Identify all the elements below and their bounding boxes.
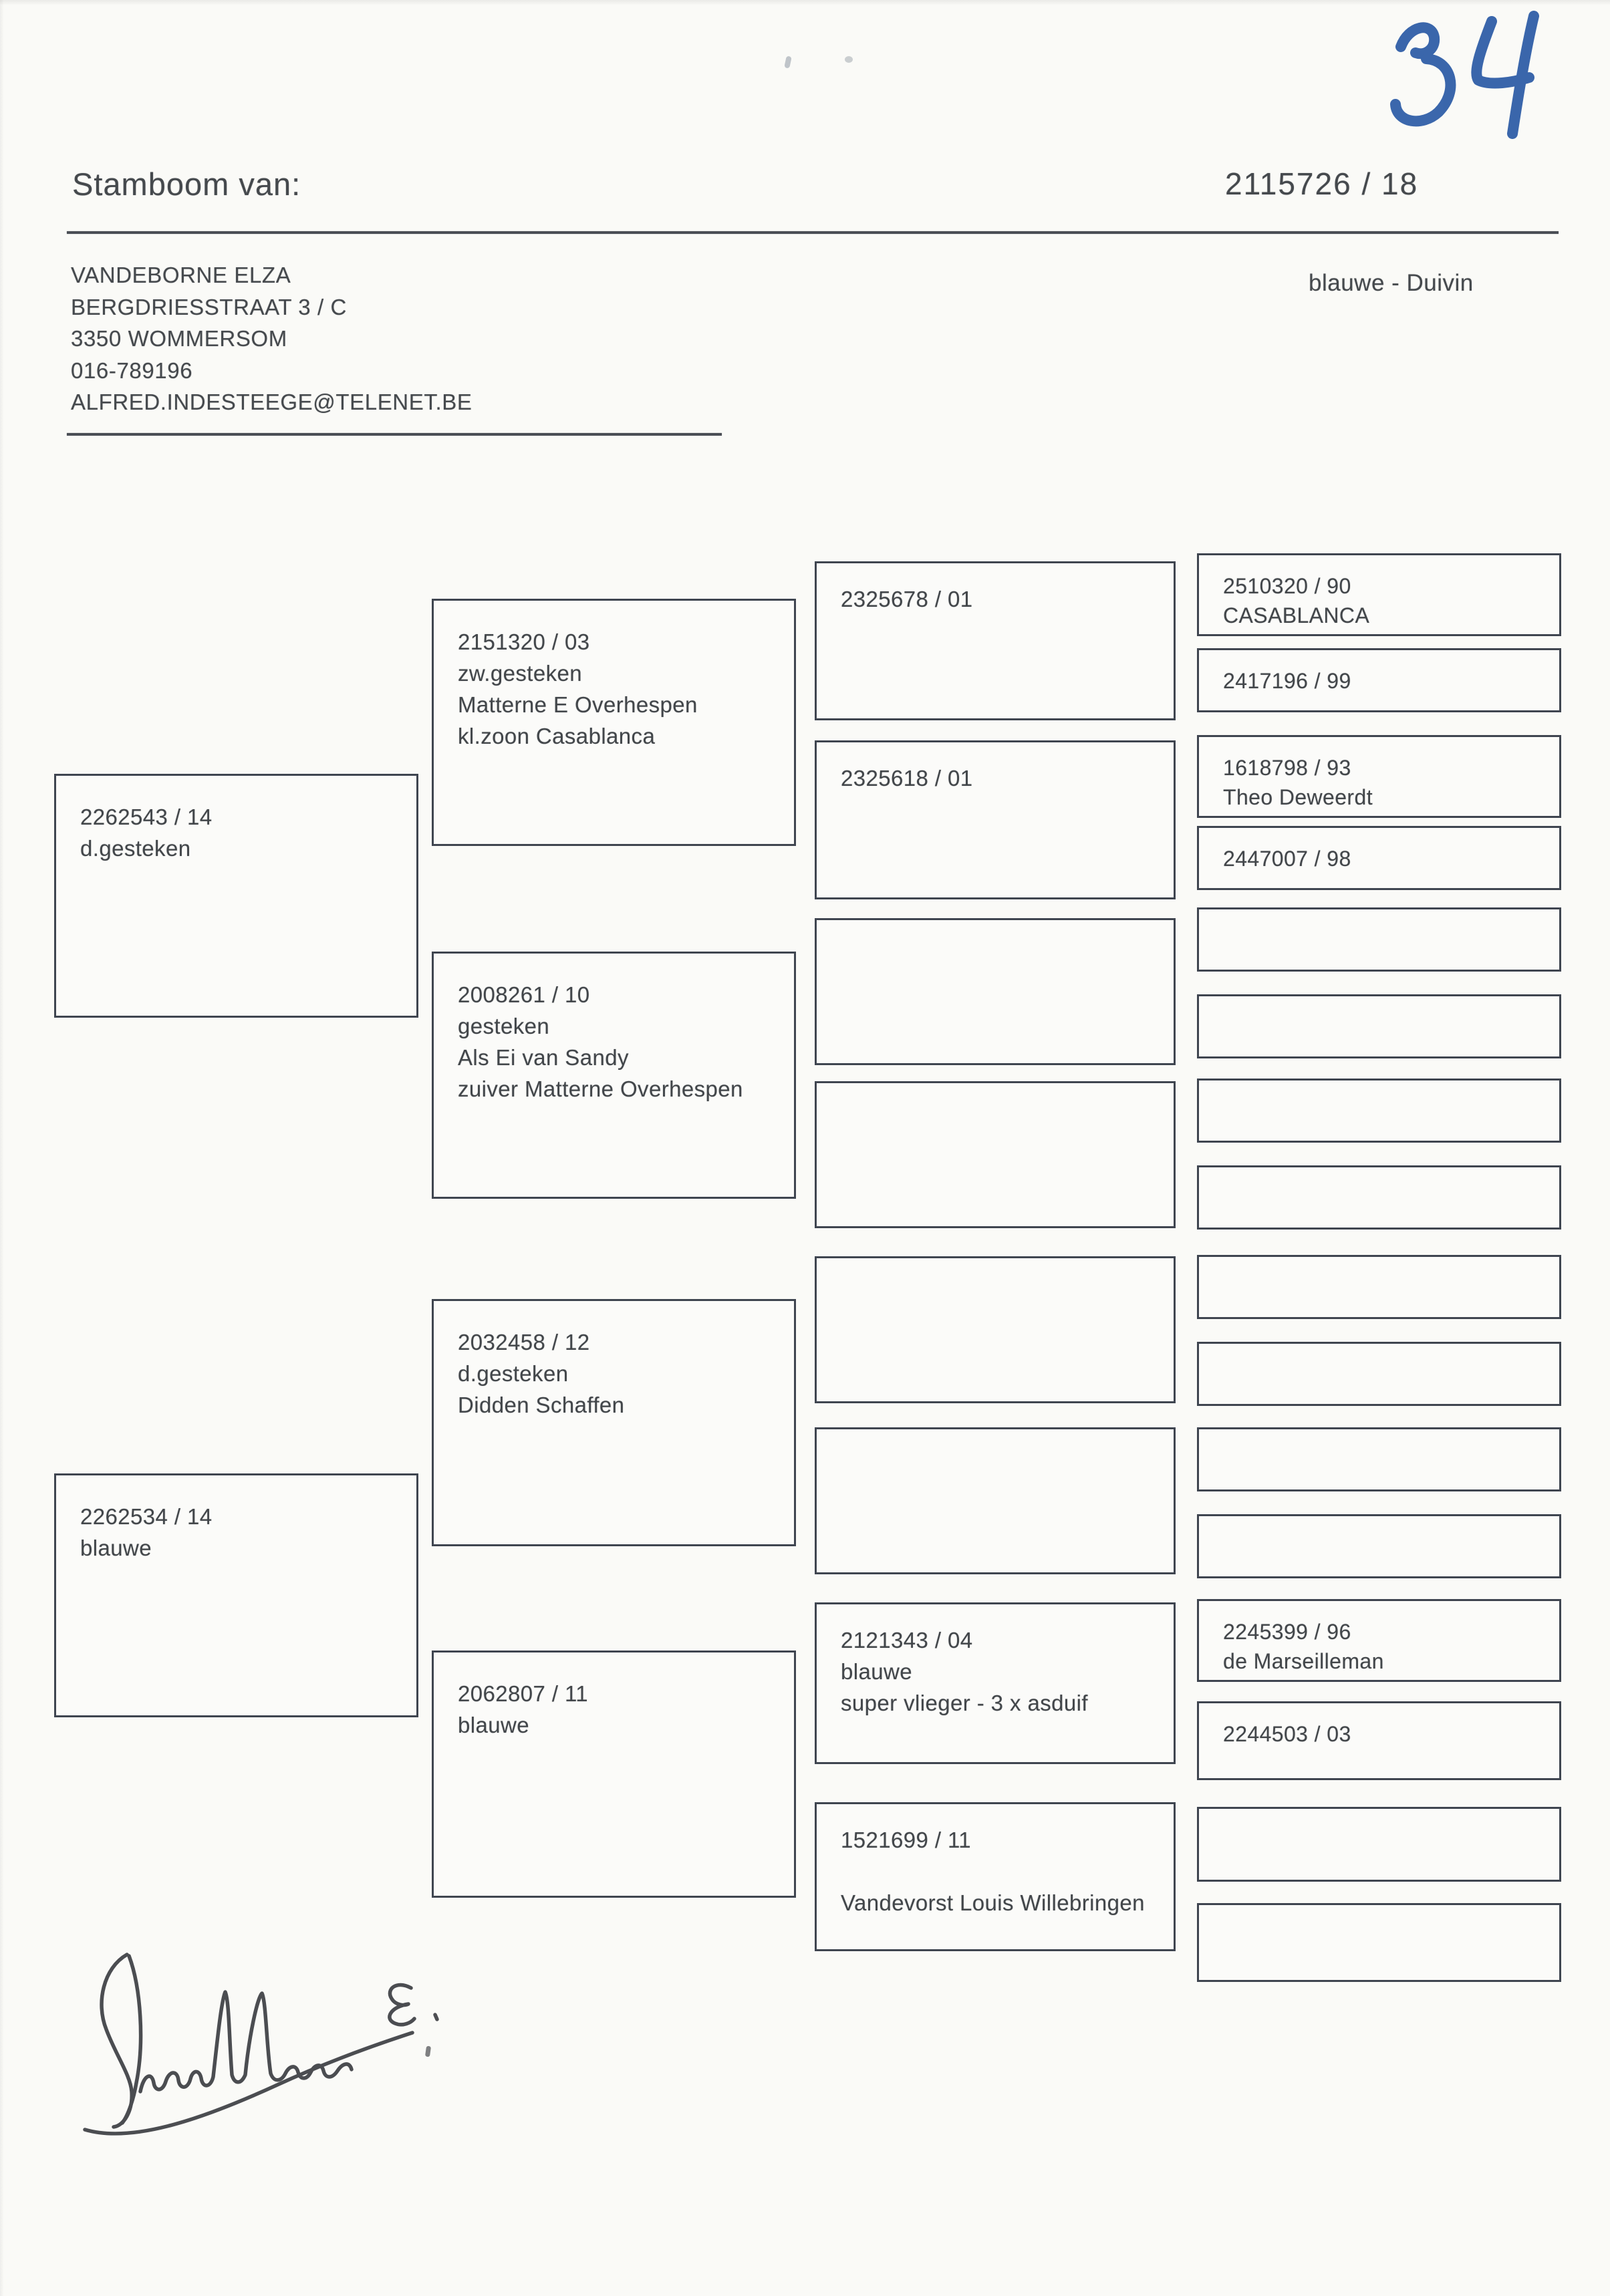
pedigree-box-empty — [1197, 1427, 1561, 1491]
pedigree-box-empty — [815, 1427, 1176, 1574]
pedigree-box — [815, 1802, 1176, 1951]
scan-edge — [0, 0, 4, 2296]
box-note: Theo Deweerdt — [1223, 785, 1373, 809]
pedigree-box — [1197, 553, 1561, 636]
box-note: blauwe — [841, 1659, 912, 1684]
pedigree-box — [1197, 826, 1561, 890]
owner-phone: 016-789196 — [71, 357, 193, 383]
box-note: blauwe — [80, 1536, 152, 1560]
ring-number: 2447007 / 98 — [1223, 847, 1351, 871]
owner-city: 3350 WOMMERSOM — [71, 326, 287, 351]
pedigree-box-empty — [1197, 1903, 1561, 1982]
ring-number: 2262543 / 14 — [80, 805, 213, 829]
pedigree-box — [432, 1651, 796, 1898]
ring-number: 2008261 / 10 — [458, 982, 590, 1007]
pedigree-box — [432, 1299, 796, 1546]
ring-number: 2244503 / 03 — [1223, 1722, 1351, 1746]
owner-name: VANDEBORNE ELZA — [71, 263, 291, 287]
pedigree-box-empty — [1197, 994, 1561, 1058]
pedigree-box-empty — [1197, 1079, 1561, 1143]
page-title: Stamboom van: — [72, 166, 301, 202]
pedigree-box-dam — [54, 1473, 418, 1717]
ring-number: 1618798 / 93 — [1223, 756, 1351, 780]
ring-number: 2325678 / 01 — [841, 587, 973, 611]
box-note: Als Ei van Sandy — [458, 1045, 629, 1070]
scan-edge — [0, 0, 1610, 5]
pedigree-box — [432, 952, 796, 1199]
pedigree-box-empty — [1197, 1342, 1561, 1406]
main-ring-number: 2115726 / 18 — [1225, 166, 1419, 201]
box-note: kl.zoon Casablanca — [458, 724, 656, 748]
ring-number: 1521699 / 11 — [841, 1828, 972, 1852]
pedigree-box-sire — [54, 774, 418, 1018]
handwritten-page-number — [1371, 11, 1572, 148]
ring-number: 2032458 / 12 — [458, 1330, 590, 1354]
ring-number: 2062807 / 11 — [458, 1681, 589, 1706]
box-note: de Marseilleman — [1223, 1649, 1384, 1673]
ring-number: 2151320 / 03 — [458, 629, 590, 654]
pedigree-box — [1197, 735, 1561, 818]
ring-number: 2121343 / 04 — [841, 1628, 973, 1653]
scan-artifact — [845, 56, 853, 63]
box-note: Didden Schaffen — [458, 1393, 625, 1417]
scan-artifact — [784, 55, 792, 68]
pedigree-box-empty — [1197, 1514, 1561, 1578]
box-note: zw.gesteken — [458, 661, 583, 686]
owner-address-block — [71, 259, 472, 418]
pedigree-box-empty — [815, 1256, 1176, 1403]
box-note: d.gesteken — [458, 1361, 569, 1386]
pedigree-box — [815, 561, 1176, 720]
pedigree-box-empty — [1197, 907, 1561, 972]
pedigree-box — [432, 599, 796, 846]
box-note — [841, 1856, 1160, 1887]
bird-descriptor: blauwe - Duivin — [1309, 270, 1474, 296]
pedigree-box — [1197, 1701, 1561, 1780]
pedigree-box-empty — [1197, 1165, 1561, 1230]
box-note: Matterne E Overhespen — [458, 692, 698, 717]
box-note: blauwe — [458, 1713, 529, 1737]
ring-number: 2417196 / 99 — [1223, 669, 1351, 693]
pedigree-box-empty — [1197, 1255, 1561, 1319]
box-note: zuiver Matterne Overhespen — [458, 1077, 743, 1101]
box-note: super vlieger - 3 x asduif — [841, 1691, 1088, 1715]
ring-number: 2262534 / 14 — [80, 1504, 213, 1529]
box-note: Vandevorst Louis Willebringen — [841, 1890, 1145, 1915]
pedigree-box-empty — [815, 918, 1176, 1065]
box-note: CASABLANCA — [1223, 603, 1370, 627]
owner-email: ALFRED.INDESTEEGE@TELENET.BE — [71, 390, 473, 414]
address-divider — [67, 433, 722, 436]
pedigree-box-empty — [815, 1081, 1176, 1228]
header-divider — [67, 231, 1559, 234]
box-note: gesteken — [458, 1014, 550, 1038]
pedigree-box — [1197, 648, 1561, 712]
owner-street: BERGDRIESSTRAAT 3 / C — [71, 294, 347, 319]
signature — [77, 1948, 464, 2148]
ring-number: 2325618 / 01 — [841, 766, 973, 791]
pedigree-box — [815, 740, 1176, 899]
pedigree-box — [815, 1602, 1176, 1764]
pedigree-box-empty — [1197, 1807, 1561, 1882]
box-note: d.gesteken — [80, 836, 191, 861]
pedigree-box — [1197, 1599, 1561, 1682]
ring-number: 2510320 / 90 — [1223, 574, 1351, 598]
ring-number: 2245399 / 96 — [1223, 1620, 1351, 1644]
